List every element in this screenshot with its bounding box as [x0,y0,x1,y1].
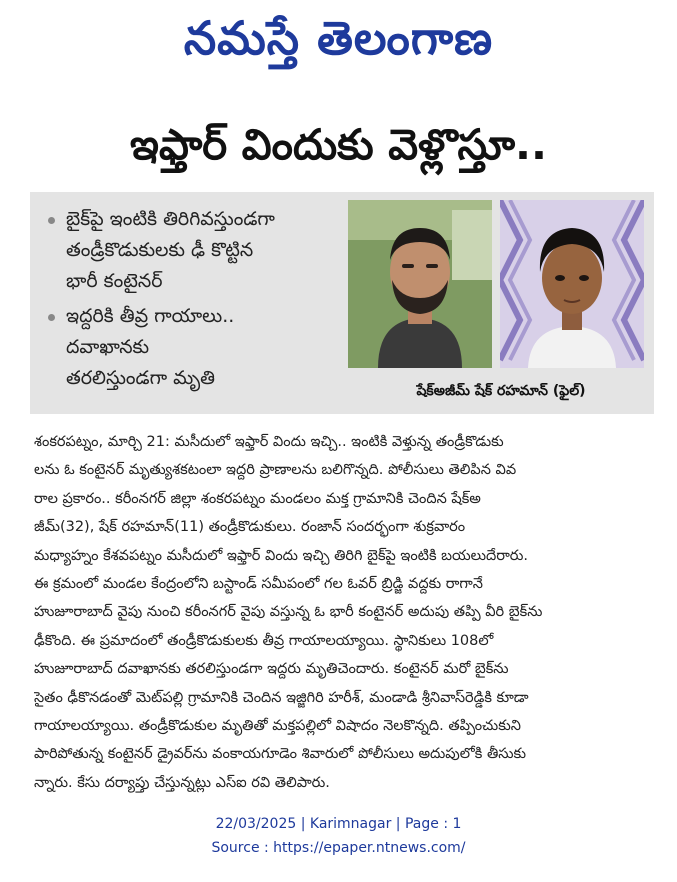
body-line: ఈ క్రమంలో మండల కేంద్రంలోని బస్టాండ్ సమీపంలో గల ఓవర్ బ్రిడ్జి వద్దకు రాగానే [34,576,483,593]
article-body [34,428,651,797]
body-line: మధ్యాహ్నం కేశవపట్నం మసీదులో ఇఫ్తార్ విందు ఇచ్చి తిరిగి బైక్‌పై ఇంటికి బయలుదేరారు. [34,547,529,564]
body-line: ఢీకొంది. ఈ ప్రమాదంలో తండ్రీకొడుకులకు తీవ్ర గాయాలయ్యాయి. స్థానికులు 108లో [34,632,494,649]
highlight-item [38,301,348,394]
highlights-panel [30,192,654,414]
body-line: జీమ్(32), షేక్ రహమాన్(11) తండ్రీకొడుకులు. రంజాన్ సందర్భంగా శుక్రవారం [34,519,466,536]
bullet-icon [48,217,55,224]
highlight-line: తరలిస్తుండగా మృతి [66,367,215,389]
highlight-list [38,204,348,398]
article-headline: ఇఫ్తార్ విందుకు వెళ్లొస్తూ.. [130,120,547,169]
body-line: హుజూరాబాద్ దవాఖానకు తరలిస్తుండగా ఇద్దరు మృతిచెందారు. కంటైనర్ మరో బైక్‌ను [34,661,509,678]
highlight-line: భారీ కంటైనర్ [66,270,163,292]
body-line: లను ఓ కంటైనర్ మృత్యుశకటంలా ఇద్దరి ప్రాణాలను బలిగొన్నది. పోలీసులు తెలిపిన వివ [34,462,517,479]
highlight-item [38,204,348,297]
newspaper-masthead: నమస్తే తెలంగాణ [183,11,494,65]
body-line: పారిపోతున్న కంటైనర్ డ్రైవర్‌ను వంకాయగూడెం శివారులో పోలీసులు అదుపులోకి తీసుకు [34,746,527,763]
footer-source: Source : https://epaper.ntnews.com/ [211,840,466,856]
body-line: న్నారు. కేసు దర్యాప్తు చేస్తున్నట్లు ఎస్ఐ రవి తెలిపారు. [34,774,330,791]
body-line: శంకరపట్నం, మార్చి 21: మసీదులో ఇఫ్తార్ విందు ఇచ్చి.. ఇంటికి వెళ్తున్న తండ్రీకొడుకు [34,434,504,450]
footer-meta: 22/03/2025 | Karimnagar | Page : 1 [215,816,462,832]
photo-son [500,200,644,368]
highlight-line: దవాఖానకు [66,336,150,358]
highlight-line: బైక్‌పై ఇంటికి తిరిగివస్తుండగా [66,208,275,230]
highlight-line: ఇద్దరికి తీవ్ర గాయాలు.. [66,305,235,327]
highlight-line: తండ్రీకొడుకులకు ఢీ కొట్టిన [66,239,254,261]
body-line: సైతం ఢీకొనడంతో మెట్‌పల్లి గ్రామానికి చెందిన ఇజ్జిగిరి హరీశ్, మండాడి శ్రీనివాస్‌రెడ్డికి కూడా [34,689,529,706]
bullet-icon [48,314,55,321]
photo-caption: షేక్‌అజీమ్ షేక్ రహమాన్ (ఫైల్) [416,383,586,399]
photo-father [348,200,492,368]
body-line: హుజూరాబాద్ వైపు నుంచి కరీంనగర్ వైపు వస్తున్న ఓ భారీ కంటైనర్ అదుపు తప్పి వీరి బైక్‌ను [34,604,543,621]
body-line: రాల ప్రకారం.. కరీంనగర్ జిల్లా శంకరపట్నం మండలం మక్త గ్రామానికి చెందిన షేక్‌అ [34,490,481,507]
page-footer [0,812,677,860]
body-line: గాయాలయ్యాయి. తండ్రీకొడుకుల మృతితో మక్తపల్లిలో విషాదం నెలకొన్నది. తప్పించుకుని [34,718,521,735]
